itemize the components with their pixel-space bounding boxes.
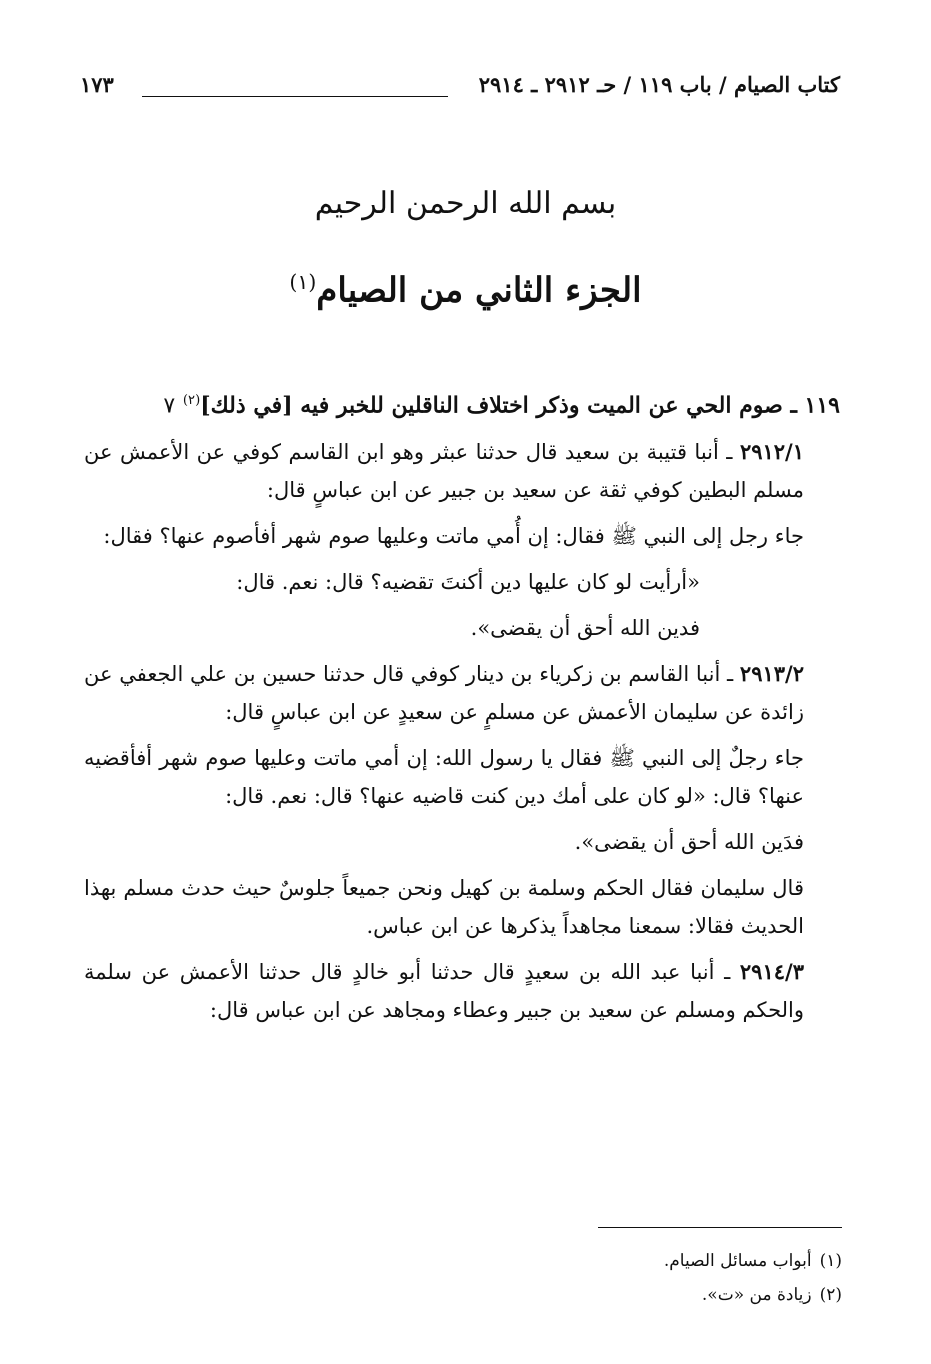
hadith-2-comment: قال سليمان فقال الحكم وسلمة بن كهيل ونحن جميعاً جلوسٌ حيث حدث مسلم بهذا الحديث فقالا: سمعنا مجاهداً يذكرها عن ابن عباس.	[84, 876, 804, 939]
hadith-2-isnad-text: ـ أنبا القاسم بن زكرياء بن دينار كوفي قال حدثنا حسين بن علي الجعفي عن زائدة عن سليمان الأعمش عن مسلمٍ عن سعيدٍ عن ابن عباسٍ قال:	[84, 662, 804, 725]
hadith-2-quote-line: فدَين الله أحق أن يقضى».	[574, 830, 804, 855]
hadith-1-number: ٢٩١٢/١	[739, 439, 805, 465]
hadith-1-isnad-text: ـ أنبا قتيبة بن سعيد قال حدثنا عبثر وهو ابن القاسم كوفي عن الأعمش عن مسلم البطين كوفي ثقة عن سعيد بن جبير عن ابن عباسٍ قال:	[84, 440, 804, 503]
hadith-1-quote-line-2: فدين الله أحق أن يقضى».	[470, 616, 700, 641]
footnote-2-text: زيادة من «ت».	[701, 1285, 812, 1305]
margin-mark: ٧	[163, 393, 176, 419]
running-header	[80, 72, 840, 112]
hadith-1-matn: جاء رجل إلى النبي ﷺ فقال: إن أُمي ماتت وعليها صوم شهر أفأصوم عنها؟ فقال:	[103, 524, 804, 549]
main-text	[84, 382, 840, 1037]
footnote-1	[560, 1244, 842, 1278]
chapter-heading-text: ١١٩ ـ صوم الحي عن الميت وذكر اختلاف الناقلين للخبر فيه [في ذلك]	[200, 392, 840, 419]
hadith-2-matn: جاء رجلٌ إلى النبي ﷺ فقال يا رسول الله: إن أمي ماتت وعليها صوم شهر أفأقضيه عنها؟ قال: «لو كان على أمك دين كنت قاضيه عنها؟ قال: نعم. قال:	[84, 746, 804, 809]
footnote-ref-2: (٢)	[182, 393, 201, 408]
basmala: بسم الله الرحمن الرحيم	[314, 186, 617, 221]
part-title-text: الجزء الثاني من الصيام	[316, 270, 642, 311]
footnote-2-number: (٢)	[819, 1285, 842, 1305]
chapter-heading	[84, 382, 840, 425]
hadith-3-number: ٢٩١٤/٣	[739, 959, 804, 985]
part-title	[0, 270, 931, 310]
page-number: ١٧٣	[80, 72, 114, 97]
footnote-rule	[598, 1227, 842, 1228]
hadith-1-isnad	[84, 433, 840, 509]
hadith-3-isnad	[84, 953, 840, 1029]
footnote-2	[560, 1278, 842, 1312]
hadith-1-quote-line-1: «أرأيت لو كان عليها دين أكنتَ تقضيه؟ قال: نعم. قال:	[236, 570, 700, 595]
hadith-2-isnad	[84, 655, 840, 731]
running-title: كتاب الصيام / باب ١١٩ / حـ ٢٩١٢ ـ ٢٩١٤	[478, 72, 840, 97]
footnote-ref-1: (١)	[289, 270, 317, 294]
footnote-1-number: (١)	[819, 1251, 842, 1271]
footnote-1-text: أبواب مسائل الصيام.	[663, 1251, 812, 1271]
footnotes	[560, 1244, 842, 1312]
header-rule	[142, 96, 448, 97]
hadith-3-isnad-text: ـ أنبا عبد الله بن سعيدٍ قال حدثنا أبو خالدٍ قال حدثنا الأعمش عن سلمة والحكم ومسلم عن سعيد بن جبير وعطاء ومجاهد عن ابن عباس قال:	[84, 960, 804, 1023]
hadith-2-number: ٢٩١٣/٢	[739, 661, 804, 687]
